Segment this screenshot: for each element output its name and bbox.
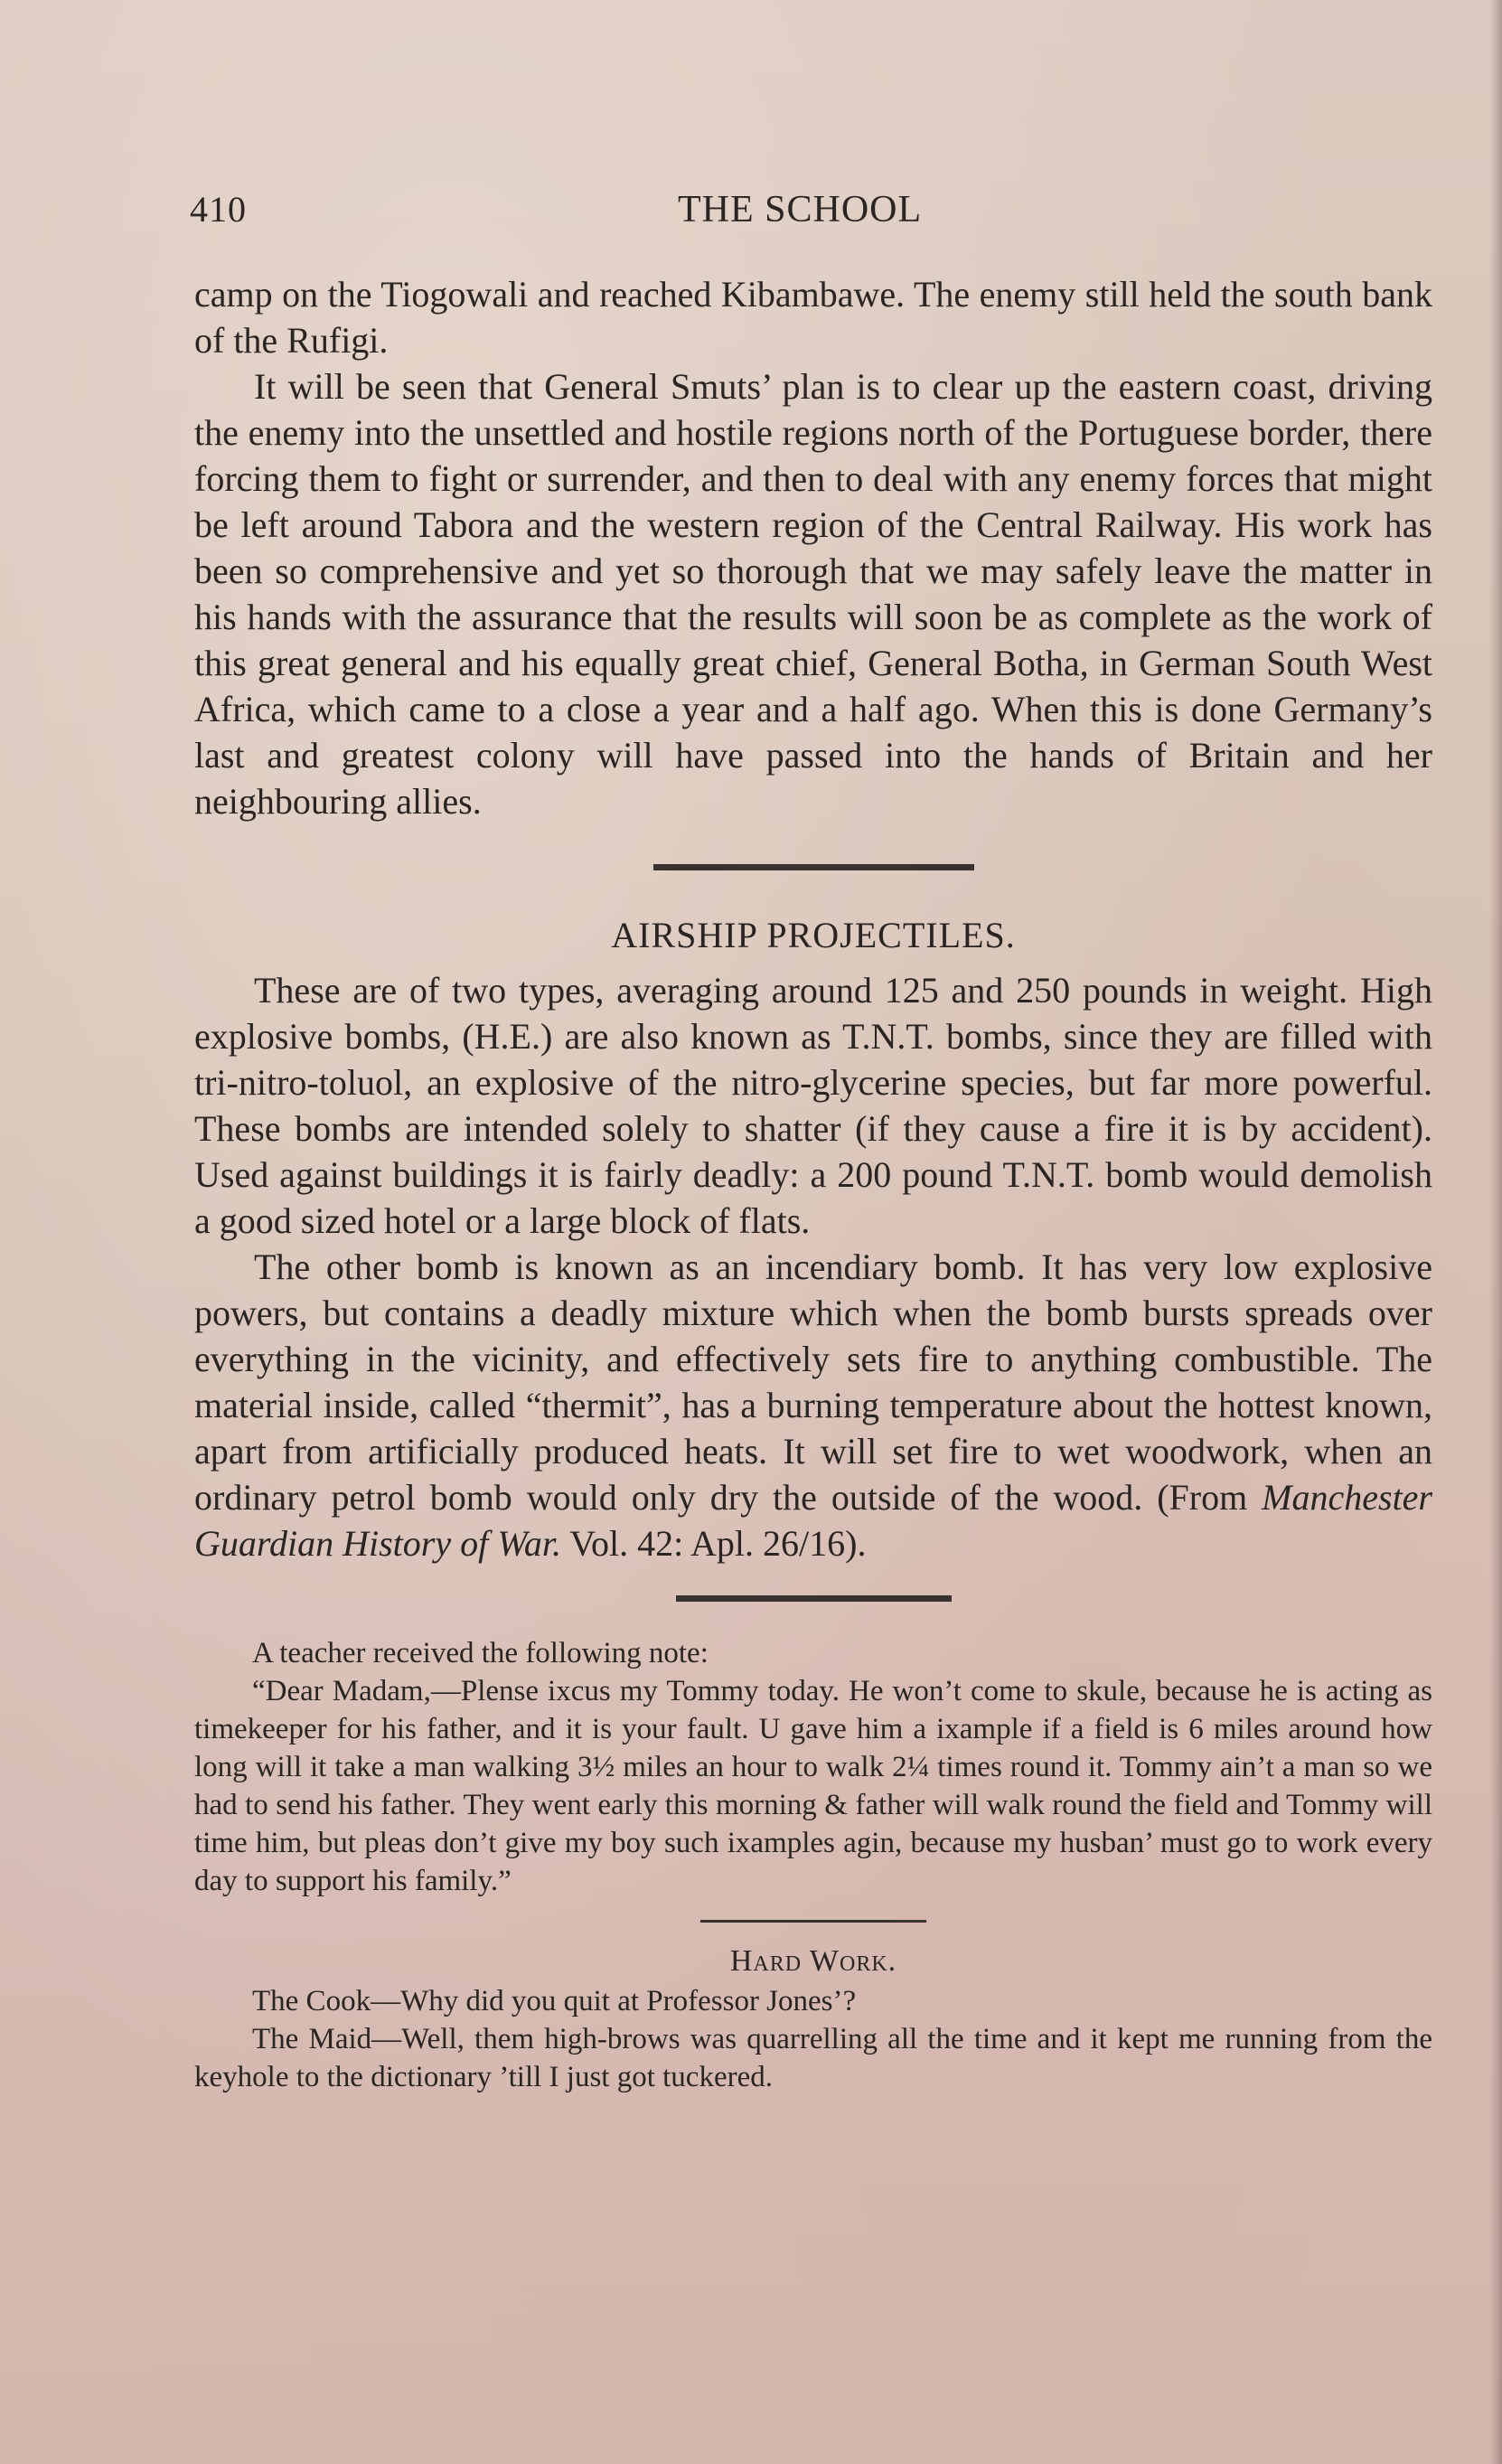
section-divider-3 xyxy=(700,1920,926,1923)
teacher-note: “Dear Madam,—Plense ixcus my Tommy today. He won’t come to skule, because he is acting as timekeeper for his father, and it is your fault. U gave him a ixample if a field is 6 miles around how long will it take a man walking 3½ miles an hour to walk 2¼ times round it. Tommy ain’t a man so we had to send his father. They went early this morning & father will walk round the field and Tommy will time him, but pleas don’t give my boy such ixamples agin, because my husban’ must go to work every day to support his family.” xyxy=(194,1675,1432,1897)
paragraph-incendiary xyxy=(194,1244,1432,1566)
page-header xyxy=(190,188,1437,242)
note-intro: A teacher received the following note: xyxy=(252,1637,709,1669)
dialogue-maid: The Maid—Well, them high-brows was quarrelling all the time and it kept me running from the keyhole to the dictionary ’till I just got tuckered. xyxy=(194,2023,1432,2093)
source-title: Manchester Guardian History of War. xyxy=(194,1477,1432,1564)
section-divider-2 xyxy=(676,1595,952,1602)
section-divider xyxy=(653,864,974,870)
section-title-airship: AIRSHIP PROJECTILES. xyxy=(611,915,1016,955)
running-head: THE SCHOOL xyxy=(678,189,923,230)
dialogue-cook: The Cook—Why did you quit at Professor Jones’? xyxy=(252,1985,857,2017)
incendiary-text: The other bomb is known as an incendiary bomb. It has very low explosive powers, but contains a deadly mixture which when the bomb bursts spreads over everything in the vicinity, and effectively sets fire to anything combustible. The material inside, called “thermit”, has a burning temperature about the hottest known, apart from artificially produced heats. It will set fire to wet woodwork, when an ordinary petrol bomb would only dry the outside of the wood. (From xyxy=(194,1246,1432,1518)
page-content xyxy=(194,271,1432,2096)
paragraph-bomb-types: These are of two types, averaging around 125 and 250 pounds in weight. High explosive bombs, (H.E.) are also known as T.N.T. bombs, since they are filled with tri-nitro-toluol, an explosive of the nitro-glycerine species, but far more powerful. These bombs are intended solely to shatter (if they cause a fire it is by accident). Used against buildings it is fairly deadly: a 200 pound T.N.T. bomb would demolish a good sized hotel or a large block of flats. xyxy=(194,970,1432,1241)
page-number: 410 xyxy=(190,189,247,230)
page-edge-shadow xyxy=(1489,0,1502,2464)
hard-work-title-text: Hard Work. xyxy=(729,1944,897,1978)
source-reference: Vol. 42: Apl. 26/16). xyxy=(560,1523,867,1564)
section-title-hard-work xyxy=(194,1944,1432,1979)
paragraph-continued: camp on the Tiogowali and reached Kibambawe. The enemy still held the south bank of the Rufigi. xyxy=(194,274,1432,361)
paragraph-smuts-plan: It will be seen that General Smuts’ plan is to clear up the eastern coast, driving the enemy into the unsettled and hostile regions north of the Portuguese border, there forcing them to fight or surrender, and then to deal with any enemy forces that might be left around Tabora and the western region of the Central Railway. His work has been so comprehensive and yet so thorough that we may safely leave the matter in his hands with the assurance that the results will soon be as complete as the work of this great general and his equally great chief, General Botha, in German South West Africa, which came to a close a year and a half ago. When this is done Germany’s last and greatest colony will have passed into the hands of Britain and her neighbouring allies. xyxy=(194,366,1432,822)
